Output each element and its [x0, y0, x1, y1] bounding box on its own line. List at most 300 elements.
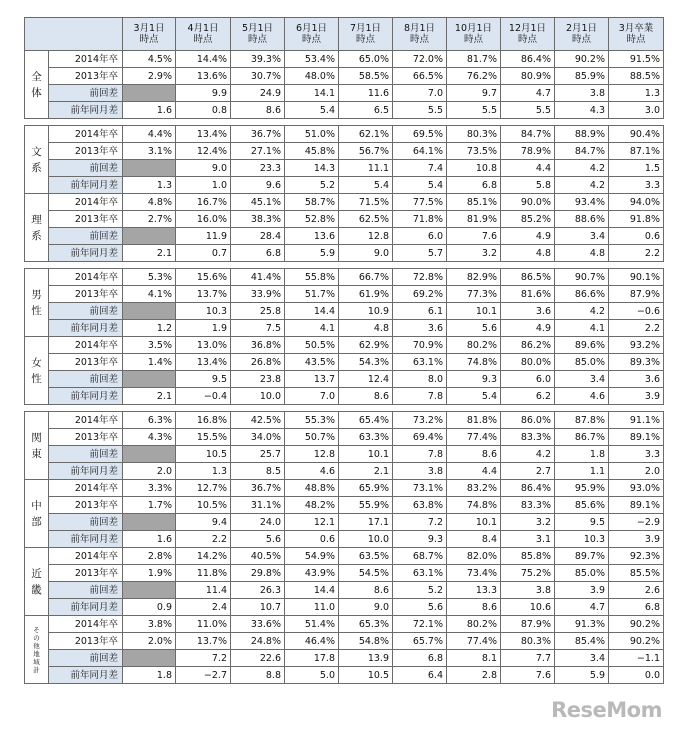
value-cell: 5.3%: [123, 269, 176, 286]
value-cell: 73.4%: [447, 565, 501, 582]
value-cell: 17.8: [285, 650, 339, 667]
column-header-text: 7月1日: [349, 23, 382, 34]
value-cell: 85.8%: [501, 548, 555, 565]
row-label: 2013年卒: [49, 211, 123, 228]
value-cell: 12.7%: [176, 480, 231, 497]
table-row: [25, 126, 664, 143]
value-cell: 94.0%: [609, 194, 664, 211]
value-cell: 36.8%: [231, 337, 285, 354]
value-cell: 8.0: [393, 371, 447, 388]
value-cell: 54.5%: [339, 565, 393, 582]
value-cell: 36.7%: [231, 480, 285, 497]
value-cell: 51.4%: [285, 616, 339, 633]
value-cell: 1.2: [123, 320, 176, 337]
value-cell: 80.0%: [501, 354, 555, 371]
value-cell: 63.1%: [393, 354, 447, 371]
value-cell: 51.7%: [285, 286, 339, 303]
value-cell: 58.7%: [285, 194, 339, 211]
value-cell: 4.6: [285, 463, 339, 480]
value-cell: 15.6%: [176, 269, 231, 286]
value-cell: 74.8%: [447, 497, 501, 514]
value-cell: 9.4: [176, 514, 231, 531]
value-cell: 46.4%: [285, 633, 339, 650]
value-cell: 14.1: [285, 85, 339, 102]
value-cell: 69.5%: [393, 126, 447, 143]
value-cell: 7.4: [393, 160, 447, 177]
value-cell: 36.7%: [231, 126, 285, 143]
value-cell: 76.2%: [447, 68, 501, 85]
value-cell: 10.5%: [176, 497, 231, 514]
value-cell: 8.1: [447, 650, 501, 667]
value-cell: 11.0%: [176, 616, 231, 633]
value-cell: 84.7%: [555, 143, 609, 160]
value-cell: 1.9%: [123, 565, 176, 582]
value-cell: 90.0%: [501, 194, 555, 211]
value-cell: 7.0: [393, 85, 447, 102]
value-cell: −2.7: [176, 667, 231, 684]
value-cell: 4.2: [555, 160, 609, 177]
value-cell: 77.3%: [447, 286, 501, 303]
value-cell: 63.3%: [339, 429, 393, 446]
group-label: 中部: [25, 480, 49, 548]
value-cell: 54.8%: [339, 633, 393, 650]
value-cell: 10.8: [447, 160, 501, 177]
value-cell: 85.1%: [447, 194, 501, 211]
row-label: 前年同月差: [49, 599, 123, 616]
table-row: [25, 320, 664, 337]
value-cell: 2.9%: [123, 68, 176, 85]
value-cell: 85.5%: [609, 565, 664, 582]
value-cell: 6.8: [609, 599, 664, 616]
row-label: 2014年卒: [49, 194, 123, 211]
value-cell: 27.1%: [231, 143, 285, 160]
row-label: 2014年卒: [49, 480, 123, 497]
value-cell: 26.3: [231, 582, 285, 599]
value-cell: 5.2: [393, 582, 447, 599]
value-cell: 4.8: [501, 245, 555, 262]
value-cell: 13.7: [285, 371, 339, 388]
value-cell: 6.8: [231, 245, 285, 262]
value-cell: 13.4%: [176, 126, 231, 143]
value-cell: 10.5: [176, 446, 231, 463]
value-cell: 31.1%: [231, 497, 285, 514]
value-cell: 7.2: [176, 650, 231, 667]
value-cell: 89.3%: [609, 354, 664, 371]
value-cell: 4.7: [555, 599, 609, 616]
value-cell: 4.8: [339, 320, 393, 337]
value-cell: 4.2: [501, 446, 555, 463]
value-cell: 9.3: [393, 531, 447, 548]
value-cell: 3.0: [609, 102, 664, 119]
value-cell: 71.5%: [339, 194, 393, 211]
value-cell: 12.8: [339, 228, 393, 245]
value-cell: 3.8: [393, 463, 447, 480]
column-header: [447, 18, 501, 51]
value-cell: 2.7: [501, 463, 555, 480]
value-cell: 2.8: [447, 667, 501, 684]
column-header-text: 5月1日: [241, 23, 274, 34]
value-cell: 5.8: [501, 177, 555, 194]
data-table: [24, 17, 664, 684]
column-header: [231, 18, 285, 51]
value-cell: 13.7%: [176, 633, 231, 650]
value-cell: 24.9: [231, 85, 285, 102]
column-header-text: 時点: [301, 34, 321, 45]
value-cell: −1.1: [609, 650, 664, 667]
value-cell: 12.4%: [176, 143, 231, 160]
table-row: [25, 303, 664, 320]
value-cell: 3.6: [501, 303, 555, 320]
value-cell: 3.1%: [123, 143, 176, 160]
value-cell: 70.9%: [393, 337, 447, 354]
column-header-text: 時点: [193, 34, 213, 45]
table-row: [25, 548, 664, 565]
value-cell: 2.1: [123, 245, 176, 262]
row-label: 2014年卒: [49, 126, 123, 143]
value-cell: 13.3: [447, 582, 501, 599]
table-row: [25, 463, 664, 480]
value-cell: 1.9: [176, 320, 231, 337]
value-cell: 91.5%: [609, 51, 664, 68]
value-cell: 9.5: [555, 514, 609, 531]
row-label: 前年同月差: [49, 320, 123, 337]
value-cell: 14.4: [285, 582, 339, 599]
column-header-text: 6月1日: [295, 23, 328, 34]
value-cell: 5.0: [285, 667, 339, 684]
value-cell: 80.9%: [501, 68, 555, 85]
value-cell: 17.1: [339, 514, 393, 531]
value-cell: 5.9: [555, 667, 609, 684]
value-cell: 16.0%: [176, 211, 231, 228]
value-cell: 80.2%: [447, 337, 501, 354]
column-header-text: 8月1日: [403, 23, 436, 34]
group-label: 全体: [25, 51, 49, 119]
value-cell: 11.1: [339, 160, 393, 177]
table-row: [25, 599, 664, 616]
row-label: 2013年卒: [49, 429, 123, 446]
value-cell: 4.2: [555, 303, 609, 320]
value-cell: 65.9%: [339, 480, 393, 497]
section-gap: [25, 405, 664, 412]
table-row: [25, 531, 664, 548]
value-cell: 7.2: [393, 514, 447, 531]
value-cell: 3.6: [609, 371, 664, 388]
table-row: [25, 245, 664, 262]
column-header: [555, 18, 609, 51]
value-cell: 4.3: [555, 102, 609, 119]
value-cell: 9.0: [176, 160, 231, 177]
row-label: 前年同月差: [49, 245, 123, 262]
value-cell: 86.7%: [555, 429, 609, 446]
row-label: 2013年卒: [49, 633, 123, 650]
value-cell: 8.6: [339, 388, 393, 405]
value-cell: 80.3%: [447, 126, 501, 143]
value-cell: 73.2%: [393, 412, 447, 429]
group-label: 関東: [25, 412, 49, 480]
value-cell: 93.2%: [609, 337, 664, 354]
value-cell: 5.5: [501, 102, 555, 119]
column-header-text: 時点: [409, 34, 429, 45]
empty-shaded-cell: [123, 371, 176, 388]
row-label: 前回差: [49, 228, 123, 245]
value-cell: 11.4: [176, 582, 231, 599]
header-row: [25, 18, 664, 51]
value-cell: 12.1: [285, 514, 339, 531]
value-cell: 3.9: [609, 388, 664, 405]
value-cell: 2.6: [609, 582, 664, 599]
value-cell: 48.2%: [285, 497, 339, 514]
value-cell: 2.0: [123, 463, 176, 480]
value-cell: 23.8: [231, 371, 285, 388]
value-cell: 11.0: [285, 599, 339, 616]
value-cell: 9.6: [231, 177, 285, 194]
value-cell: 40.5%: [231, 548, 285, 565]
value-cell: 78.9%: [501, 143, 555, 160]
value-cell: 11.9: [176, 228, 231, 245]
row-label: 前回差: [49, 371, 123, 388]
value-cell: 24.0: [231, 514, 285, 531]
value-cell: 62.9%: [339, 337, 393, 354]
row-label: 前回差: [49, 582, 123, 599]
value-cell: 7.6: [447, 228, 501, 245]
value-cell: 0.6: [609, 228, 664, 245]
row-label: 前年同月差: [49, 388, 123, 405]
row-label: 前年同月差: [49, 177, 123, 194]
value-cell: 68.7%: [393, 548, 447, 565]
value-cell: 85.4%: [555, 633, 609, 650]
value-cell: 61.9%: [339, 286, 393, 303]
value-cell: 45.1%: [231, 194, 285, 211]
table-row: [25, 177, 664, 194]
value-cell: 48.0%: [285, 68, 339, 85]
value-cell: 1.8: [555, 446, 609, 463]
value-cell: 90.2%: [555, 51, 609, 68]
value-cell: 1.4%: [123, 354, 176, 371]
value-cell: 2.0%: [123, 633, 176, 650]
row-label: 前年同月差: [49, 531, 123, 548]
column-header-text: 時点: [355, 34, 375, 45]
column-header-text: 時点: [139, 34, 159, 45]
value-cell: 13.6: [285, 228, 339, 245]
value-cell: 6.4: [393, 667, 447, 684]
value-cell: 5.4: [285, 102, 339, 119]
value-cell: 93.0%: [609, 480, 664, 497]
value-cell: 81.9%: [447, 211, 501, 228]
value-cell: 5.5: [447, 102, 501, 119]
table-row: [25, 143, 664, 160]
value-cell: 83.3%: [501, 429, 555, 446]
value-cell: 4.7: [501, 85, 555, 102]
value-cell: 69.2%: [393, 286, 447, 303]
value-cell: 4.3%: [123, 429, 176, 446]
value-cell: 10.6: [501, 599, 555, 616]
value-cell: 85.0%: [555, 565, 609, 582]
value-cell: 5.5: [393, 102, 447, 119]
value-cell: 12.8: [285, 446, 339, 463]
value-cell: 86.0%: [501, 412, 555, 429]
value-cell: 1.7%: [123, 497, 176, 514]
column-header: [285, 18, 339, 51]
value-cell: 66.7%: [339, 269, 393, 286]
value-cell: 9.7: [447, 85, 501, 102]
value-cell: 86.4%: [501, 480, 555, 497]
column-header: [176, 18, 231, 51]
value-cell: 10.1: [447, 303, 501, 320]
value-cell: 50.7%: [285, 429, 339, 446]
value-cell: 55.8%: [285, 269, 339, 286]
section-gap: [25, 262, 664, 269]
table-row: [25, 337, 664, 354]
value-cell: 63.8%: [393, 497, 447, 514]
row-label: 2014年卒: [49, 337, 123, 354]
value-cell: 1.5: [609, 160, 664, 177]
value-cell: 65.4%: [339, 412, 393, 429]
value-cell: 3.9: [609, 531, 664, 548]
section-gap: [25, 119, 664, 126]
value-cell: 24.8%: [231, 633, 285, 650]
empty-shaded-cell: [123, 650, 176, 667]
table-row: [25, 102, 664, 119]
row-label: 2013年卒: [49, 143, 123, 160]
row-label: 前年同月差: [49, 102, 123, 119]
value-cell: 8.6: [339, 582, 393, 599]
value-cell: 3.8: [555, 85, 609, 102]
value-cell: 4.4: [501, 160, 555, 177]
table-row: [25, 497, 664, 514]
value-cell: 54.3%: [339, 354, 393, 371]
table-row: [25, 633, 664, 650]
value-cell: 8.6: [447, 599, 501, 616]
value-cell: 95.9%: [555, 480, 609, 497]
table-row: [25, 388, 664, 405]
value-cell: 5.4: [447, 388, 501, 405]
value-cell: 90.7%: [555, 269, 609, 286]
value-cell: 3.8: [501, 582, 555, 599]
value-cell: 13.4%: [176, 354, 231, 371]
value-cell: 5.9: [285, 245, 339, 262]
value-cell: 90.2%: [609, 616, 664, 633]
value-cell: 14.4%: [176, 51, 231, 68]
table-row: [25, 582, 664, 599]
column-header-text: 時点: [247, 34, 267, 45]
value-cell: 13.7%: [176, 286, 231, 303]
value-cell: 90.2%: [609, 633, 664, 650]
value-cell: 77.4%: [447, 633, 501, 650]
value-cell: 91.1%: [609, 412, 664, 429]
value-cell: 22.6: [231, 650, 285, 667]
value-cell: 14.2%: [176, 548, 231, 565]
value-cell: 43.5%: [285, 354, 339, 371]
value-cell: 88.9%: [555, 126, 609, 143]
value-cell: 1.3: [176, 463, 231, 480]
value-cell: 85.2%: [501, 211, 555, 228]
value-cell: 77.5%: [393, 194, 447, 211]
value-cell: 72.8%: [393, 269, 447, 286]
row-label: 2013年卒: [49, 68, 123, 85]
value-cell: 1.8: [123, 667, 176, 684]
value-cell: 90.4%: [609, 126, 664, 143]
value-cell: 13.6%: [176, 68, 231, 85]
value-cell: 15.5%: [176, 429, 231, 446]
value-cell: 86.5%: [501, 269, 555, 286]
row-label: 2013年卒: [49, 497, 123, 514]
value-cell: 2.7%: [123, 211, 176, 228]
value-cell: 80.3%: [501, 633, 555, 650]
value-cell: 85.0%: [555, 354, 609, 371]
value-cell: 69.4%: [393, 429, 447, 446]
value-cell: 3.4: [555, 371, 609, 388]
column-header-text: 10月1日: [454, 23, 493, 34]
value-cell: −0.4: [176, 388, 231, 405]
row-label: 2014年卒: [49, 269, 123, 286]
value-cell: 0.8: [176, 102, 231, 119]
value-cell: 3.3: [609, 446, 664, 463]
value-cell: 65.3%: [339, 616, 393, 633]
value-cell: 0.0: [609, 667, 664, 684]
value-cell: 4.9: [501, 228, 555, 245]
value-cell: 3.5%: [123, 337, 176, 354]
value-cell: 10.5: [339, 667, 393, 684]
value-cell: 14.4: [285, 303, 339, 320]
value-cell: 10.0: [231, 388, 285, 405]
value-cell: 26.8%: [231, 354, 285, 371]
value-cell: 11.8%: [176, 565, 231, 582]
value-cell: 81.7%: [447, 51, 501, 68]
value-cell: 7.6: [501, 667, 555, 684]
value-cell: 45.8%: [285, 143, 339, 160]
watermark-logo: ReseMom: [551, 698, 662, 722]
table-row: [25, 211, 664, 228]
table-row: [25, 228, 664, 245]
row-label: 2013年卒: [49, 354, 123, 371]
group-label: 理系: [25, 194, 49, 262]
value-cell: 81.8%: [447, 412, 501, 429]
column-header-text: 3月卒業: [618, 23, 654, 34]
value-cell: 42.5%: [231, 412, 285, 429]
value-cell: 7.7: [501, 650, 555, 667]
table-row: [25, 269, 664, 286]
value-cell: 33.9%: [231, 286, 285, 303]
value-cell: 87.1%: [609, 143, 664, 160]
row-label: 2014年卒: [49, 616, 123, 633]
value-cell: 62.5%: [339, 211, 393, 228]
value-cell: 51.0%: [285, 126, 339, 143]
value-cell: 9.5: [176, 371, 231, 388]
value-cell: 5.6: [231, 531, 285, 548]
value-cell: 1.1: [555, 463, 609, 480]
row-label: 前年同月差: [49, 667, 123, 684]
value-cell: 7.5: [231, 320, 285, 337]
value-cell: 73.1%: [393, 480, 447, 497]
value-cell: 74.8%: [447, 354, 501, 371]
value-cell: 23.3: [231, 160, 285, 177]
value-cell: 88.6%: [555, 211, 609, 228]
value-cell: 87.8%: [555, 412, 609, 429]
value-cell: 4.1: [555, 320, 609, 337]
value-cell: 6.1: [393, 303, 447, 320]
value-cell: 4.8: [555, 245, 609, 262]
table-row: [25, 667, 664, 684]
table-row: [25, 616, 664, 633]
column-header-text: 時点: [517, 34, 537, 45]
value-cell: 52.8%: [285, 211, 339, 228]
value-cell: 6.5: [339, 102, 393, 119]
value-cell: 16.8%: [176, 412, 231, 429]
value-cell: 91.8%: [609, 211, 664, 228]
column-header: [339, 18, 393, 51]
value-cell: 1.3: [123, 177, 176, 194]
row-label: 前年同月差: [49, 463, 123, 480]
